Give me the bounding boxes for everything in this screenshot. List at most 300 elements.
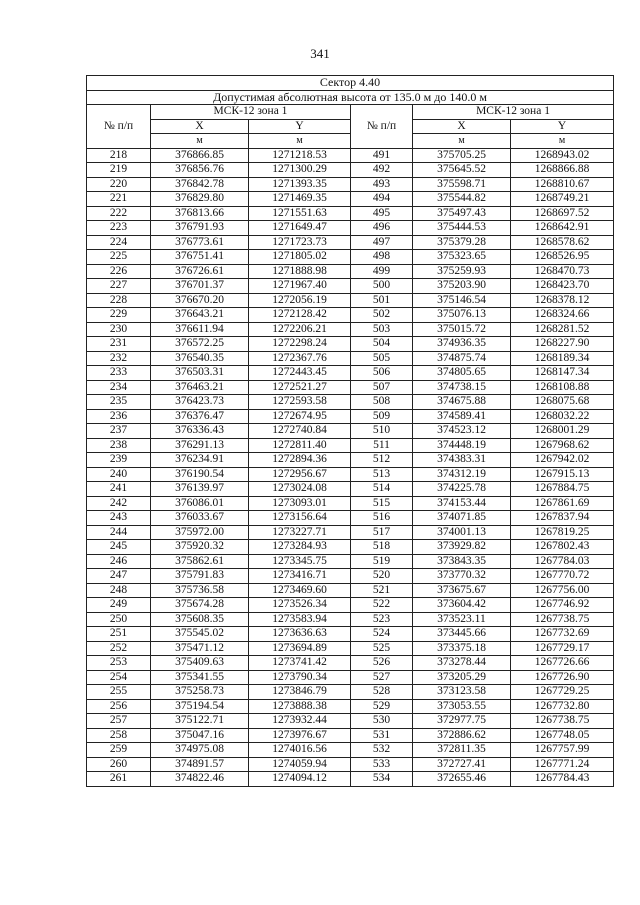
point-number-left: 255 [87,685,151,700]
y-value-right: 1268697.52 [511,206,614,221]
point-number-left: 240 [87,467,151,482]
table-row [87,685,614,700]
num-header-right: № п/п [351,105,413,149]
y-value-right: 1268749.21 [511,192,614,207]
point-number-right: 506 [351,366,413,381]
x-value-left: 376033.67 [151,511,249,526]
y-value-left: 1272811.40 [249,438,351,453]
y-value-left: 1273636.63 [249,627,351,642]
y-value-left: 1273846.79 [249,685,351,700]
y-value-right: 1268866.88 [511,163,614,178]
point-number-left: 241 [87,482,151,497]
y-value-left: 1274094.12 [249,772,351,787]
x-value-right: 375259.93 [413,264,511,279]
x-value-left: 376751.41 [151,250,249,265]
x-value-left: 375608.35 [151,612,249,627]
point-number-left: 246 [87,554,151,569]
x-value-left: 376643.21 [151,308,249,323]
x-value-right: 373675.67 [413,583,511,598]
x-value-left: 374822.46 [151,772,249,787]
y-value-left: 1273284.93 [249,540,351,555]
point-number-left: 257 [87,714,151,729]
y-value-right: 1267726.66 [511,656,614,671]
x-value-left: 376376.47 [151,409,249,424]
y-value-left: 1272298.24 [249,337,351,352]
point-number-right: 529 [351,699,413,714]
y-value-left: 1272367.76 [249,351,351,366]
point-number-left: 254 [87,670,151,685]
y-value-left: 1273526.34 [249,598,351,613]
y-value-right: 1267942.02 [511,453,614,468]
y-header-left: Y [249,119,351,134]
x-value-left: 376291.13 [151,438,249,453]
y-value-left: 1273888.38 [249,699,351,714]
x-value-left: 375920.32 [151,540,249,555]
x-value-left: 375674.28 [151,598,249,613]
y-value-right: 1268423.70 [511,279,614,294]
y-value-left: 1273469.60 [249,583,351,598]
point-number-left: 247 [87,569,151,584]
y-value-left: 1271300.29 [249,163,351,178]
table-row [87,409,614,424]
point-number-right: 500 [351,279,413,294]
table-row [87,206,614,221]
y-value-left: 1271218.53 [249,148,351,163]
point-number-left: 245 [87,540,151,555]
point-number-right: 524 [351,627,413,642]
y-value-right: 1268324.66 [511,308,614,323]
x-value-right: 373843.35 [413,554,511,569]
y-value-left: 1272521.27 [249,380,351,395]
x-value-right: 374875.74 [413,351,511,366]
y-value-left: 1271805.02 [249,250,351,265]
y-value-left: 1272206.21 [249,322,351,337]
point-number-left: 256 [87,699,151,714]
y-value-right: 1267729.25 [511,685,614,700]
x-header-right: X [413,119,511,134]
x-value-left: 376670.20 [151,293,249,308]
x-value-right: 375379.28 [413,235,511,250]
point-number-right: 504 [351,337,413,352]
x-value-right: 373770.32 [413,569,511,584]
sector-title: Сектор 4.40 [87,76,614,91]
x-value-left: 376234.91 [151,453,249,468]
x-value-right: 372977.75 [413,714,511,729]
y-value-left: 1273583.94 [249,612,351,627]
x-value-right: 375146.54 [413,293,511,308]
x-value-right: 375076.13 [413,308,511,323]
y-value-left: 1272740.84 [249,424,351,439]
x-value-right: 373205.29 [413,670,511,685]
x-unit-right: м [413,134,511,149]
table-row [87,598,614,613]
y-value-right: 1268578.62 [511,235,614,250]
point-number-right: 514 [351,482,413,497]
x-value-right: 373375.18 [413,641,511,656]
table-row [87,496,614,511]
x-value-left: 376423.73 [151,395,249,410]
point-number-left: 218 [87,148,151,163]
x-value-right: 374001.13 [413,525,511,540]
x-value-right: 374805.65 [413,366,511,381]
y-value-left: 1271967.40 [249,279,351,294]
table-row [87,525,614,540]
y-unit-left: м [249,134,351,149]
point-number-left: 225 [87,250,151,265]
y-value-right: 1267732.69 [511,627,614,642]
y-value-left: 1272956.67 [249,467,351,482]
y-value-left: 1273790.34 [249,670,351,685]
x-value-left: 375122.71 [151,714,249,729]
table-row [87,351,614,366]
y-value-left: 1271393.35 [249,177,351,192]
y-value-right: 1267802.43 [511,540,614,555]
y-value-right: 1268810.67 [511,177,614,192]
y-value-right: 1267884.75 [511,482,614,497]
y-value-right: 1267784.03 [511,554,614,569]
table-row [87,467,614,482]
y-value-right: 1268378.12 [511,293,614,308]
point-number-right: 518 [351,540,413,555]
y-value-left: 1273976.67 [249,728,351,743]
x-value-right: 375015.72 [413,322,511,337]
y-value-right: 1267784.43 [511,772,614,787]
table-row [87,424,614,439]
y-value-left: 1273227.71 [249,525,351,540]
point-number-right: 515 [351,496,413,511]
point-number-right: 533 [351,757,413,772]
num-header-left: № п/п [87,105,151,149]
point-number-right: 507 [351,380,413,395]
x-value-right: 375203.90 [413,279,511,294]
y-value-right: 1267757.99 [511,743,614,758]
x-value-right: 375598.71 [413,177,511,192]
y-value-right: 1267861.69 [511,496,614,511]
point-number-left: 219 [87,163,151,178]
point-number-left: 261 [87,772,151,787]
point-number-right: 502 [351,308,413,323]
point-number-left: 220 [87,177,151,192]
point-number-left: 258 [87,728,151,743]
table-row [87,264,614,279]
point-number-left: 229 [87,308,151,323]
point-number-left: 228 [87,293,151,308]
x-value-left: 376791.93 [151,221,249,236]
point-number-right: 496 [351,221,413,236]
x-value-left: 375258.73 [151,685,249,700]
point-number-right: 527 [351,670,413,685]
point-number-right: 522 [351,598,413,613]
point-number-right: 493 [351,177,413,192]
point-number-left: 243 [87,511,151,526]
y-value-left: 1271888.98 [249,264,351,279]
point-number-left: 237 [87,424,151,439]
x-value-right: 374448.19 [413,438,511,453]
x-value-left: 376503.31 [151,366,249,381]
table-row [87,177,614,192]
x-value-right: 374071.85 [413,511,511,526]
point-number-right: 520 [351,569,413,584]
table-row [87,627,614,642]
table-row [87,221,614,236]
x-value-right: 372811.35 [413,743,511,758]
point-number-left: 222 [87,206,151,221]
point-number-left: 231 [87,337,151,352]
point-number-left: 260 [87,757,151,772]
point-number-left: 233 [87,366,151,381]
x-value-right: 373929.82 [413,540,511,555]
point-number-right: 512 [351,453,413,468]
y-value-right: 1267837.94 [511,511,614,526]
point-number-left: 244 [87,525,151,540]
table-row [87,438,614,453]
y-value-right: 1268526.95 [511,250,614,265]
x-value-right: 374589.41 [413,409,511,424]
point-number-right: 511 [351,438,413,453]
y-value-right: 1267756.00 [511,583,614,598]
y-value-left: 1271649.47 [249,221,351,236]
point-number-right: 532 [351,743,413,758]
y-value-left: 1274059.94 [249,757,351,772]
x-value-left: 376829.80 [151,192,249,207]
point-number-left: 226 [87,264,151,279]
table-row [87,772,614,787]
y-value-right: 1268642.91 [511,221,614,236]
table-row [87,714,614,729]
x-header-left: X [151,119,249,134]
x-value-left: 376866.85 [151,148,249,163]
table-row [87,728,614,743]
x-value-left: 375194.54 [151,699,249,714]
y-value-left: 1271469.35 [249,192,351,207]
point-number-right: 534 [351,772,413,787]
y-value-left: 1272056.19 [249,293,351,308]
table-row [87,699,614,714]
x-value-right: 375645.52 [413,163,511,178]
table-row [87,569,614,584]
x-value-left: 375791.83 [151,569,249,584]
x-value-left: 375545.02 [151,627,249,642]
point-number-right: 525 [351,641,413,656]
y-value-right: 1268001.29 [511,424,614,439]
table-row [87,279,614,294]
point-number-left: 223 [87,221,151,236]
table-row [87,163,614,178]
y-value-left: 1273345.75 [249,554,351,569]
table-row [87,482,614,497]
y-value-right: 1268147.34 [511,366,614,381]
x-value-left: 375471.12 [151,641,249,656]
point-number-right: 521 [351,583,413,598]
point-number-left: 250 [87,612,151,627]
table-row [87,322,614,337]
point-number-right: 510 [351,424,413,439]
table-row [87,235,614,250]
x-value-left: 375736.58 [151,583,249,598]
point-number-right: 509 [351,409,413,424]
point-number-left: 249 [87,598,151,613]
point-number-left: 253 [87,656,151,671]
point-number-right: 501 [351,293,413,308]
x-value-left: 375341.55 [151,670,249,685]
table-row [87,743,614,758]
x-value-left: 376190.54 [151,467,249,482]
x-value-right: 374312.19 [413,467,511,482]
x-value-left: 376611.94 [151,322,249,337]
table-row [87,337,614,352]
system-header-right: МСК-12 зона 1 [413,105,614,120]
x-value-left: 376086.01 [151,496,249,511]
table-row [87,380,614,395]
x-value-right: 374675.88 [413,395,511,410]
x-value-right: 373523.11 [413,612,511,627]
x-value-left: 376463.21 [151,380,249,395]
point-number-left: 230 [87,322,151,337]
y-value-right: 1268281.52 [511,322,614,337]
y-value-right: 1267726.90 [511,670,614,685]
point-number-right: 513 [351,467,413,482]
table-row [87,583,614,598]
y-value-right: 1267732.80 [511,699,614,714]
x-value-right: 373278.44 [413,656,511,671]
x-value-right: 374936.35 [413,337,511,352]
x-value-left: 376701.37 [151,279,249,294]
point-number-right: 495 [351,206,413,221]
table-row [87,148,614,163]
point-number-left: 242 [87,496,151,511]
point-number-left: 221 [87,192,151,207]
x-value-right: 375323.65 [413,250,511,265]
x-value-left: 376773.61 [151,235,249,250]
y-value-left: 1273416.71 [249,569,351,584]
point-number-left: 235 [87,395,151,410]
y-value-left: 1272443.45 [249,366,351,381]
y-value-left: 1272894.36 [249,453,351,468]
point-number-right: 492 [351,163,413,178]
point-number-left: 227 [87,279,151,294]
y-value-right: 1267738.75 [511,714,614,729]
point-number-right: 530 [351,714,413,729]
table-row [87,670,614,685]
y-value-right: 1268032.22 [511,409,614,424]
y-value-right: 1267738.75 [511,612,614,627]
x-value-right: 375497.43 [413,206,511,221]
y-value-left: 1272674.95 [249,409,351,424]
point-number-right: 503 [351,322,413,337]
table-row [87,656,614,671]
point-number-left: 239 [87,453,151,468]
y-value-right: 1267819.25 [511,525,614,540]
x-value-left: 374891.57 [151,757,249,772]
table-row [87,192,614,207]
x-value-left: 375047.16 [151,728,249,743]
page-number: 341 [310,46,330,61]
x-value-left: 376842.78 [151,177,249,192]
x-value-left: 375862.61 [151,554,249,569]
point-number-right: 505 [351,351,413,366]
y-value-right: 1268075.68 [511,395,614,410]
table-row [87,395,614,410]
y-unit-right: м [511,134,614,149]
table-row [87,757,614,772]
y-value-left: 1272593.58 [249,395,351,410]
y-value-left: 1273694.89 [249,641,351,656]
point-number-right: 526 [351,656,413,671]
point-number-right: 531 [351,728,413,743]
y-value-right: 1267770.72 [511,569,614,584]
y-value-left: 1273024.08 [249,482,351,497]
x-value-right: 374225.78 [413,482,511,497]
point-number-right: 508 [351,395,413,410]
table-row [87,554,614,569]
point-number-left: 236 [87,409,151,424]
x-value-left: 374975.08 [151,743,249,758]
y-value-right: 1267968.62 [511,438,614,453]
x-value-right: 372886.62 [413,728,511,743]
point-number-left: 232 [87,351,151,366]
x-value-left: 375409.63 [151,656,249,671]
y-value-right: 1268108.88 [511,380,614,395]
x-value-right: 373604.42 [413,598,511,613]
x-value-left: 376856.76 [151,163,249,178]
x-value-right: 372655.46 [413,772,511,787]
table-row [87,366,614,381]
x-value-left: 375972.00 [151,525,249,540]
y-value-right: 1268189.34 [511,351,614,366]
x-value-right: 374523.12 [413,424,511,439]
x-value-left: 376813.66 [151,206,249,221]
point-number-left: 251 [87,627,151,642]
y-value-right: 1268227.90 [511,337,614,352]
system-header-left: МСК-12 зона 1 [151,105,351,120]
table-row [87,540,614,555]
table-row [87,293,614,308]
point-number-left: 259 [87,743,151,758]
y-value-left: 1272128.42 [249,308,351,323]
y-value-left: 1271723.73 [249,235,351,250]
y-value-right: 1268943.02 [511,148,614,163]
y-value-right: 1267771.24 [511,757,614,772]
x-value-right: 375444.53 [413,221,511,236]
x-value-left: 376572.25 [151,337,249,352]
y-value-right: 1267748.05 [511,728,614,743]
x-value-right: 373445.66 [413,627,511,642]
y-value-left: 1273932.44 [249,714,351,729]
point-number-left: 224 [87,235,151,250]
point-number-left: 252 [87,641,151,656]
x-value-right: 375705.25 [413,148,511,163]
point-number-left: 248 [87,583,151,598]
x-value-right: 375544.82 [413,192,511,207]
height-range: Допустимая абсолютная высота от 135.0 м до 140.0 м [87,90,614,105]
point-number-right: 498 [351,250,413,265]
y-value-left: 1274016.56 [249,743,351,758]
x-value-right: 374738.15 [413,380,511,395]
x-value-right: 373053.55 [413,699,511,714]
point-number-left: 238 [87,438,151,453]
table-row [87,641,614,656]
y-value-left: 1273093.01 [249,496,351,511]
y-value-right: 1267746.92 [511,598,614,613]
x-value-left: 376336.43 [151,424,249,439]
point-number-left: 234 [87,380,151,395]
point-number-right: 491 [351,148,413,163]
coordinates-table [86,75,614,787]
x-value-right: 374153.44 [413,496,511,511]
table-body [87,148,614,786]
x-value-right: 374383.31 [413,453,511,468]
point-number-right: 494 [351,192,413,207]
